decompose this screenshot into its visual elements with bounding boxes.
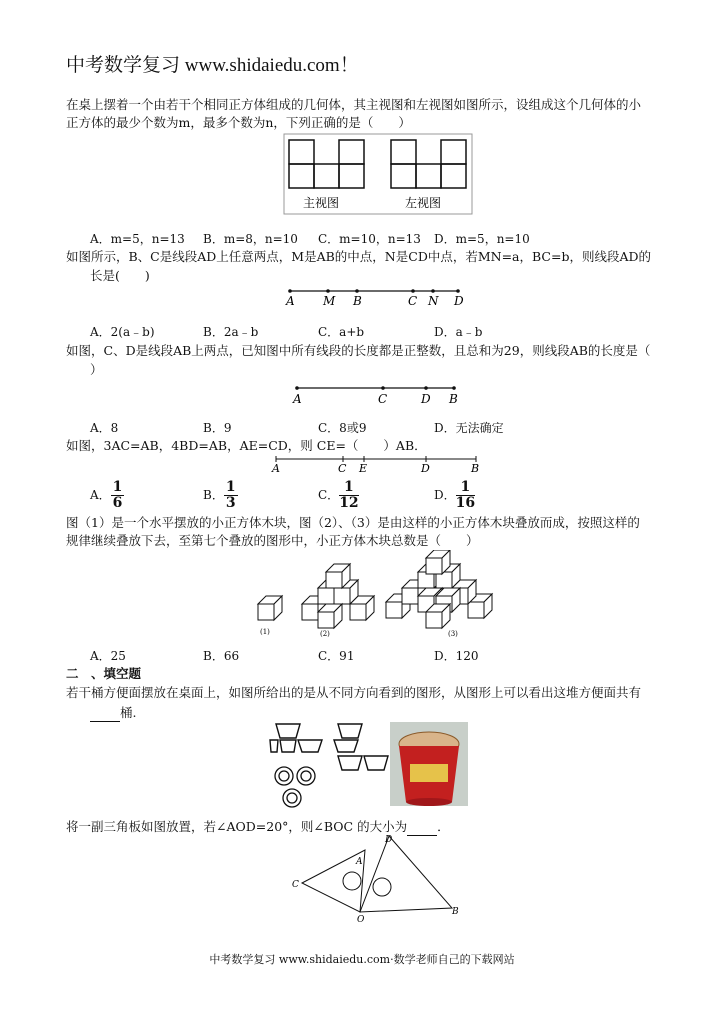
q1-option-a: A．m=5，n=13: [90, 232, 185, 246]
svg-text:B: B: [353, 294, 362, 308]
q5-option-d: D．120: [434, 649, 479, 663]
svg-text:C: C: [338, 462, 347, 473]
q4-option-b: B． $\frac{1}{3}$: [203, 479, 236, 511]
q1-option-b: B．m=8，n=10: [203, 232, 298, 246]
svg-text:C: C: [378, 392, 388, 406]
q5-cubes-figure: [250, 550, 500, 642]
svg-text:O: O: [357, 915, 365, 922]
svg-text:A: A: [286, 294, 295, 308]
svg-text:N: N: [428, 294, 439, 308]
svg-text:B: B: [452, 907, 459, 917]
q2-option-b: B．2a﹣b: [203, 325, 259, 339]
q3-text-line1: 如图，C、D是线段AB上两点，已知图中所有线段的长度都是正整数，且总和为29，则线段AB的长度是（: [66, 343, 651, 358]
svg-text:D: D: [454, 294, 464, 308]
q2-option-d: D．a﹣b: [434, 325, 483, 339]
q4-text: 如图，3AC=AB，4BD=AB，AE=CD，则 CE=（ ）AB．: [66, 438, 427, 453]
svg-text:B: B: [471, 462, 480, 473]
svg-text:A: A: [356, 857, 363, 867]
q5-option-c: C．91: [318, 649, 355, 663]
q7-triangles-figure: [286, 832, 466, 922]
page-footer: 中考数学复习 www.shidaiedu.com·数学老师自己的下载网站: [209, 953, 515, 966]
svg-text:B: B: [449, 392, 458, 406]
svg-text:A: A: [293, 392, 302, 406]
q1-text-line1: 在桌上摆着一个由若干个相同正方体组成的几何体，其主视图和左视图如图所示，设组成这个几何体的小: [66, 97, 642, 112]
svg-text:E: E: [359, 462, 368, 473]
q4-option-c: C． $\frac{1}{12}$: [318, 479, 359, 511]
q1-option-d: D．m=5，n=10: [434, 232, 530, 246]
fig-label-2: (2): [320, 630, 330, 638]
q3-line-figure: [288, 381, 468, 407]
q5-text-line2: 规律继续叠放下去，至第七个叠放的图形中，小正方体木块总数是（ ）: [66, 533, 479, 548]
left-view-label: 左视图: [405, 196, 442, 210]
svg-text:C: C: [292, 880, 299, 890]
q1-text-line2: 正方体的最少个数为m，最多个数为n，下列正确的是（ ）: [66, 115, 411, 130]
svg-text:M: M: [323, 294, 336, 308]
svg-text:A: A: [272, 462, 280, 473]
q6-answer-blank[interactable]: [90, 708, 120, 722]
fig-label-3: (3): [448, 630, 458, 638]
section-2-title: 二 、填空题: [66, 666, 142, 681]
q1-views-figure: [283, 133, 473, 215]
q2-line-figure: [280, 284, 470, 308]
q2-option-a: A．2(a﹣b): [90, 325, 155, 339]
svg-text:D: D: [421, 462, 430, 473]
q6-noodles-figure: [268, 718, 471, 814]
q4-option-a: A． $\frac{1}{6}$: [90, 479, 123, 511]
q4-line-figure: [270, 455, 482, 473]
q5-option-a: A．25: [90, 649, 126, 663]
q3-option-a: A．8: [90, 421, 119, 435]
q3-option-d: D．无法确定: [434, 421, 504, 435]
q2-text-line1: 如图所示，B、C是线段AD上任意两点，M是AB的中点，N是CD中点，若MN=a，BC=b，则线段AD的: [66, 249, 652, 264]
fig-label-1: (1): [260, 628, 270, 636]
q7-text: 将一副三角板如图放置，若∠AOD=20°，则∠BOC 的大小为 ．: [66, 819, 450, 834]
q3-option-c: C．8或9: [318, 421, 367, 435]
svg-text:C: C: [408, 294, 418, 308]
q5-option-b: B．66: [203, 649, 240, 663]
q3-option-b: B．9: [203, 421, 232, 435]
q6-text-line2: 桶.: [90, 704, 690, 722]
page-header: 中考数学复习 www.shidaiedu.com！: [66, 55, 359, 76]
q5-text-line1: 图（1）是一个水平摆放的小正方体木块，图（2）、（3）是由这样的小正方体木块叠放而成，按照这样的: [66, 515, 640, 530]
q2-text-line2: 长是( ): [90, 268, 150, 283]
front-view-label: 主视图: [303, 196, 340, 210]
q1-option-c: C．m=10，n=13: [318, 232, 421, 246]
q2-option-c: C．a+b: [318, 325, 365, 339]
svg-text:D: D: [385, 835, 393, 845]
q3-text-line2: ）: [90, 362, 103, 377]
q4-option-d: D． $\frac{1}{16}$: [434, 479, 476, 511]
svg-text:D: D: [421, 392, 431, 406]
q6-text-line1: 若干桶方便面摆放在桌面上，如图所给出的是从不同方向看到的图形，从图形上可以看出这堆方便面共有: [66, 685, 642, 700]
